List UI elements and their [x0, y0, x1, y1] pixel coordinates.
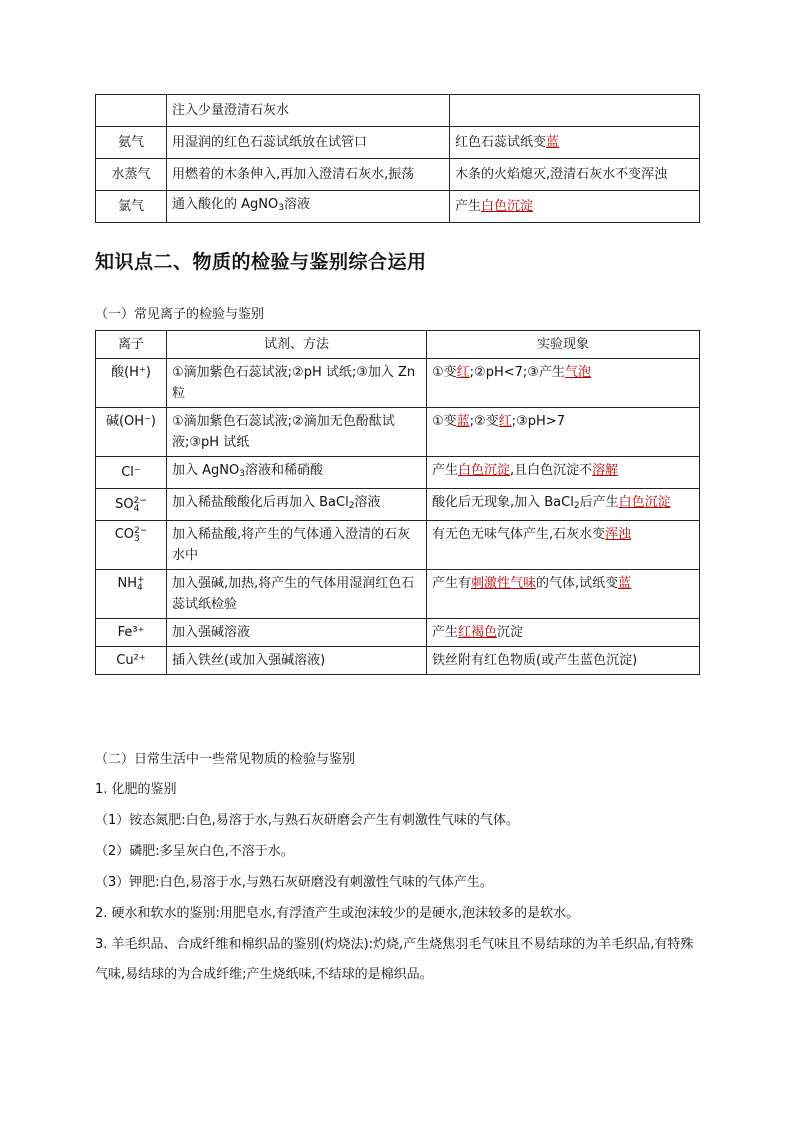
text: 加入 AgNO [172, 463, 240, 478]
ion-cell [96, 521, 167, 570]
text: 产生 [432, 625, 459, 640]
table-row [96, 521, 700, 570]
text: 溶液 [354, 495, 381, 510]
subscript: 2 [573, 501, 580, 511]
answer-highlight: 蓝 [456, 414, 470, 429]
text: 有无色无味气体产生,石灰水变 [432, 527, 606, 542]
answer-highlight: 刺激性气味 [471, 576, 537, 591]
method-cell: 加入稀盐酸,将产生的气体通入澄清的石灰水中 [167, 521, 427, 570]
phenomenon-cell [427, 521, 700, 570]
ion-cell [96, 489, 167, 521]
answer-highlight: 蓝 [618, 576, 632, 591]
phenomenon-cell [427, 408, 700, 457]
ion-base: SO [115, 497, 134, 512]
method-cell [167, 191, 450, 223]
answer-highlight: 红褐色 [458, 625, 498, 640]
answer-highlight: 蓝 [546, 135, 560, 150]
table-row [96, 95, 700, 127]
list-item: （3）钾肥:白色,易溶于水,与熟石灰研磨没有刺激性气味的气体产生。 [95, 875, 493, 890]
text: 通入酸化的 AgNO [172, 197, 279, 212]
subsection-title: （一）常见离子的检验与鉴别 [95, 307, 265, 322]
ion-cell: 酸(H⁺) [96, 359, 167, 408]
text: 产生 [432, 463, 459, 478]
method-cell: ①滴加紫色石蕊试液;②滴加无色酚酞试液;③pH 试纸 [167, 408, 427, 457]
table-row [96, 408, 700, 457]
superscript: 2− [133, 495, 147, 506]
text: 溶液 [283, 197, 310, 212]
substance-cell: 水蒸气 [96, 159, 167, 191]
list-item: 3. 羊毛织品、合成纤维和棉织品的鉴别(灼烧法):灼烧,产生烧焦羽毛气味且不易结球的为羊毛织品,有特殊气味,易结球的为合成纤维;产生烧纸味,不结球的是棉织品。 [95, 937, 694, 982]
list-item: 1. 化肥的鉴别 [95, 782, 177, 797]
subscript: 3 [239, 469, 245, 479]
phenomenon-cell [427, 457, 700, 489]
method-cell [167, 457, 427, 489]
answer-highlight: 白色沉淀 [481, 199, 534, 214]
table-row [96, 647, 700, 675]
phenomenon-cell [427, 489, 700, 521]
method-cell: 插入铁丝(或加入强碱溶液) [167, 647, 427, 675]
answer-highlight: 溶解 [592, 463, 619, 478]
table-row [96, 489, 700, 521]
table-row [96, 619, 700, 647]
phenomenon-cell: 铁丝附有红色物质(或产生蓝色沉淀) [427, 647, 700, 675]
answer-highlight: 红 [498, 414, 512, 429]
phenomenon-cell: 木条的火焰熄灭,澄清石灰水不变浑浊 [450, 159, 700, 191]
text: ,且白色沉淀不 [510, 463, 593, 478]
answer-highlight: 气泡 [564, 365, 591, 380]
ion-cell: Cl⁻ [96, 457, 167, 489]
list-item: （1）铵态氮肥:白色,易溶于水,与熟石灰研磨会产生有刺激性气味的气体。 [95, 813, 519, 828]
subscript: 2 [348, 501, 355, 511]
method-cell [167, 489, 427, 521]
ion-cell: Cu²⁺ [96, 647, 167, 675]
answer-highlight: 白色沉淀 [458, 463, 511, 478]
substance-cell: 氯气 [96, 191, 167, 223]
subscript: 3 [134, 533, 140, 544]
method-cell: 用燃着的木条伸入,再加入澄清石灰水,振荡 [167, 159, 450, 191]
phenomenon-cell [450, 191, 700, 223]
table-row [96, 359, 700, 408]
phenomenon-cell [427, 359, 700, 408]
ion-base: NH [117, 576, 137, 591]
subscript: 4 [136, 582, 143, 593]
gas-test-table [95, 94, 700, 223]
column-header: 实验现象 [427, 331, 700, 359]
method-cell: 加入强碱溶液 [167, 619, 427, 647]
answer-highlight: 浑浊 [605, 527, 632, 542]
text: 溶液和稀硝酸 [244, 463, 323, 478]
ion-test-table [95, 330, 700, 675]
text: ①变 [432, 365, 457, 380]
text: ;③pH>7 [511, 414, 565, 429]
superscript: 2− [134, 525, 148, 536]
text: 加入稀盐酸酸化后再加入 BaCl [172, 495, 349, 510]
phenomenon-cell [450, 95, 700, 127]
method-cell: 注入少量澄清石灰水 [167, 95, 450, 127]
method-cell: 用湿润的红色石蕊试纸放在试管口 [167, 127, 450, 159]
phenomenon-cell [427, 570, 700, 619]
answer-highlight: 红 [456, 365, 470, 380]
text: 红色石蕊试纸变 [455, 135, 547, 150]
subscript: 3 [278, 203, 284, 213]
text: 后产生 [579, 495, 619, 510]
ion-cell: Fe³⁺ [96, 619, 167, 647]
list-item: （2）磷肥:多呈灰白色,不溶于水。 [95, 844, 294, 859]
superscript: + [136, 574, 145, 585]
phenomenon-cell [427, 619, 700, 647]
method-cell: 加入强碱,加热,将产生的气体用湿润红色石蕊试纸检验 [167, 570, 427, 619]
phenomenon-cell [450, 127, 700, 159]
table-row [96, 127, 700, 159]
subscript: 4 [133, 503, 140, 514]
ion-cell [96, 570, 167, 619]
text: 的气体,试纸变 [536, 576, 619, 591]
table-row [96, 159, 700, 191]
column-header: 试剂、方法 [167, 331, 427, 359]
table-row [96, 457, 700, 489]
text: 产生 [455, 199, 482, 214]
subsection-title: （二）日常生活中一些常见物质的检验与鉴别 [95, 752, 356, 767]
text: 产生有 [432, 576, 472, 591]
text: ;②变 [469, 414, 499, 429]
text: ;②pH<7;③产生 [469, 365, 565, 380]
substance-cell: 氨气 [96, 127, 167, 159]
text: ①变 [432, 414, 457, 429]
text: 沉淀 [497, 625, 524, 640]
answer-highlight: 白色沉淀 [618, 495, 671, 510]
list-item: 2. 硬水和软水的鉴别:用肥皂水,有浮渣产生或泡沫较少的是硬水,泡沫较多的是软水。 [95, 906, 580, 921]
substance-cell [96, 95, 167, 127]
ion-base: CO [114, 527, 135, 542]
column-header: 离子 [96, 331, 167, 359]
method-cell: ①滴加紫色石蕊试液;②pH 试纸;③加入 Zn 粒 [167, 359, 427, 408]
section-title: 知识点二、物质的检验与鉴别综合运用 [95, 251, 427, 273]
text: 酸化后无现象,加入 BaCl [432, 495, 574, 510]
ion-cell: 碱(OH⁻) [96, 408, 167, 457]
table-row [96, 191, 700, 223]
table-row [96, 570, 700, 619]
table-header-row [96, 331, 700, 359]
